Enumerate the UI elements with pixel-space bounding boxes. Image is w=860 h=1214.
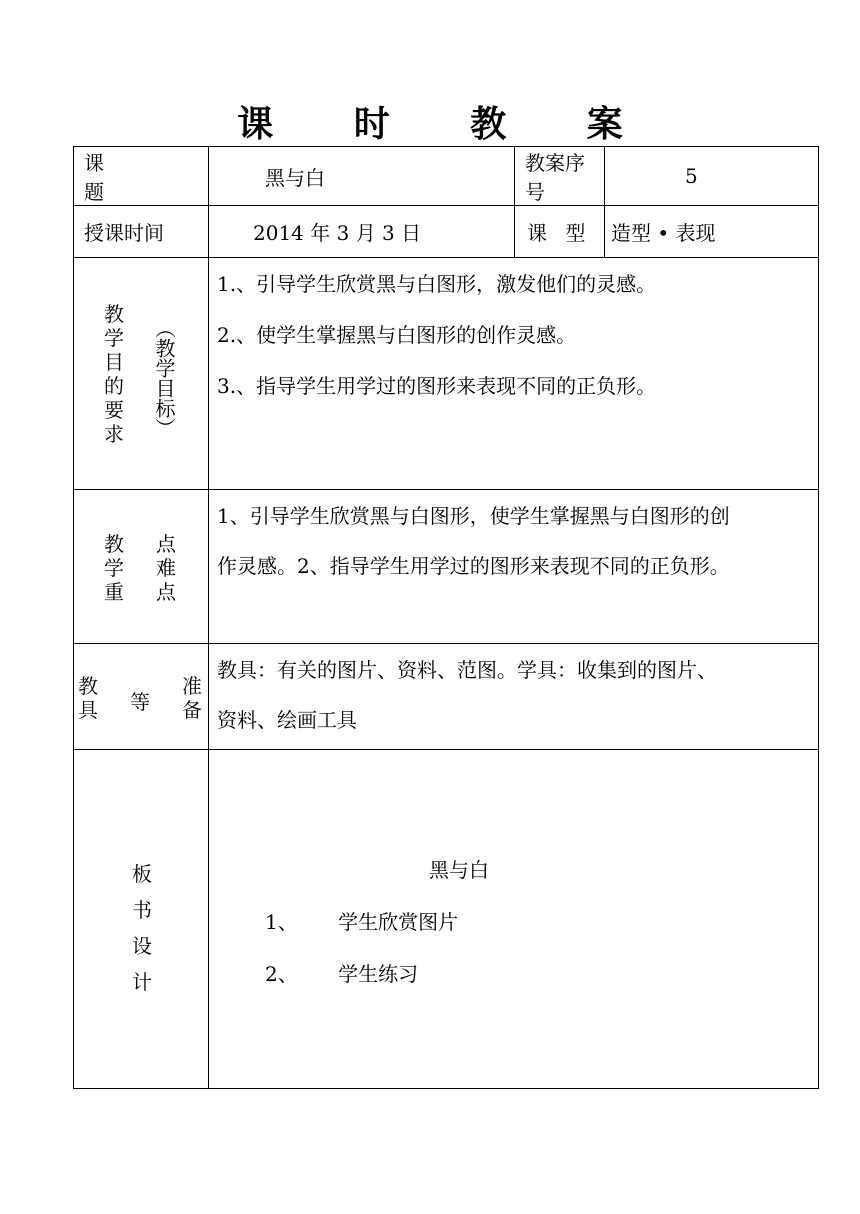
- prep-line: 资料、绘画工具: [217, 708, 357, 732]
- board-label-char: 书: [132, 898, 152, 922]
- board-item-num: 1、: [265, 910, 298, 934]
- prep-label-mid: 等: [130, 690, 150, 714]
- row-keypoints: [74, 490, 819, 644]
- topic-label: 课题: [84, 151, 156, 204]
- prep-label-char: 准: [182, 674, 202, 698]
- keypoints-label-col2: [156, 532, 176, 604]
- prep-content: [209, 644, 819, 750]
- time-label-cell: [74, 206, 209, 258]
- row-prep: [74, 644, 819, 750]
- board-item-text: 学生欣赏图片: [338, 910, 459, 934]
- board-item-text: 学生练习: [338, 962, 419, 986]
- type-label-cell: [515, 206, 605, 258]
- time-label: 授课时间: [84, 221, 164, 245]
- keypoints-label-char: 点: [156, 580, 176, 604]
- board-label-char: 板: [132, 862, 152, 886]
- page-title: 课 时 教 案: [237, 103, 657, 145]
- goals-label-char: 求: [104, 422, 124, 446]
- board-label-cell: [74, 750, 209, 1089]
- keypoints-label-char: 点: [156, 532, 176, 556]
- board-content: [209, 750, 819, 1089]
- seq-value: 5: [685, 164, 698, 188]
- goal-item: 3.、指导学生用学过的图形来表现不同的正负形。: [217, 374, 657, 398]
- goals-label-paren: （教学目标）: [152, 318, 176, 438]
- goal-item: 2.、使学生掌握黑与白图形的创作灵感。: [217, 323, 577, 347]
- type-value: 造型 • 表现: [611, 221, 716, 245]
- prep-label-char: 教: [78, 674, 98, 698]
- prep-label-col3: [182, 674, 202, 722]
- goals-label-cell: [74, 258, 209, 490]
- board-item-num: 2、: [265, 962, 298, 986]
- keypoints-label-char: 学: [104, 556, 124, 580]
- seq-label: 教案序号: [525, 151, 585, 204]
- row-goals: [74, 258, 819, 490]
- lesson-plan-table: [73, 146, 819, 1089]
- type-label: 课 型: [527, 221, 592, 245]
- prep-line: 教具：有关的图片、资料、范图。学具：收集到的图片、: [217, 658, 717, 682]
- keypoints-line: 作灵感。2、指导学生用学过的图形来表现不同的正负形。: [217, 554, 730, 578]
- prep-label-char: 备: [182, 698, 202, 722]
- time-value: 2014 年 3 月 3 日: [253, 221, 422, 245]
- keypoints-label-cell: [74, 490, 209, 644]
- board-item: [265, 958, 418, 987]
- prep-label-char: 具: [78, 698, 98, 722]
- seq-label-cell: [515, 147, 605, 206]
- topic-label-cell: [74, 147, 209, 206]
- prep-label-col1: [78, 674, 98, 722]
- board-label-char: 设: [132, 934, 152, 958]
- goals-label-char: 要: [104, 398, 124, 422]
- goal-item: 1.、引导学生欣赏黑与白图形，激发他们的灵感。: [217, 272, 657, 296]
- board-heading: 黑与白: [429, 858, 489, 882]
- time-value-cell: [209, 206, 515, 258]
- keypoints-label-char: 难: [156, 556, 176, 580]
- board-item: [265, 906, 458, 935]
- prep-label-cell: [74, 644, 209, 750]
- topic-value-cell: [209, 147, 515, 206]
- keypoints-label-char: 重: [104, 580, 124, 604]
- keypoints-line: 1、引导学生欣赏黑与白图形，使学生掌握黑与白图形的创: [217, 504, 730, 528]
- row-board: [74, 750, 819, 1089]
- goals-label-main: [104, 302, 124, 446]
- goals-label-char: 教: [104, 302, 124, 326]
- type-value-cell: [605, 206, 819, 258]
- row-time: [74, 206, 819, 258]
- goals-label-char: 目: [104, 350, 124, 374]
- board-label-char: 计: [132, 970, 152, 994]
- seq-value-cell: [605, 147, 819, 206]
- goals-label-char: 学: [104, 326, 124, 350]
- board-label: [132, 856, 152, 1000]
- topic-value: 黑与白: [265, 165, 325, 190]
- row-topic: [74, 147, 819, 206]
- goals-label-char: 的: [104, 374, 124, 398]
- keypoints-label-col1: [104, 532, 124, 604]
- goals-content: [209, 258, 819, 490]
- keypoints-label-char: 教: [104, 532, 124, 556]
- keypoints-content: [209, 490, 819, 644]
